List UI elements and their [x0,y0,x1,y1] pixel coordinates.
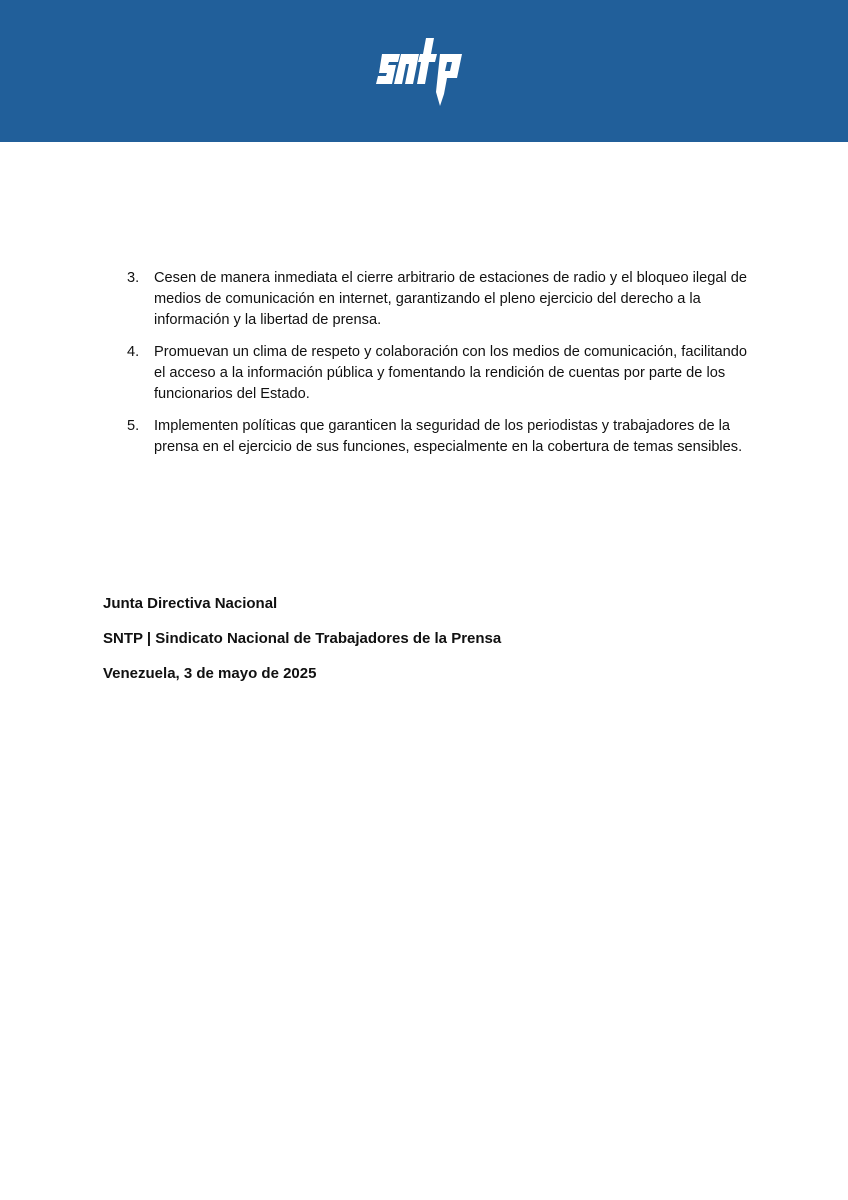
demands-list [126,268,756,469]
list-item-text: Cesen de manera inmediata el cierre arbitrario de estaciones de radio y el bloqueo ilegal de medios de comunicación en internet, garantizando el pleno ejercicio del derecho a la información y la libertad de prensa. [154,270,748,328]
signature-place-date: Venezuela, 3 de mayo de 2025 [103,665,317,682]
list-item-text: Implementen políticas que garanticen la seguridad de los periodistas y trabajadores de la prensa en el ejercicio de sus funciones, especialmente en la cobertura de temas sensibles. [154,418,743,455]
signature-board: Junta Directiva Nacional [103,595,278,612]
list-item [126,416,756,458]
list-item-number: 3. [127,270,140,286]
signature-block [103,593,743,698]
sntp-logo-icon [374,34,470,108]
list-item-number: 5. [127,418,140,434]
list-item-number: 4. [127,344,140,360]
header-band [0,0,848,142]
list-item [126,342,756,405]
list-item [126,268,756,331]
list-item-text: Promuevan un clima de respeto y colaboración con los medios de comunicación, facilitando el acceso a la información pública y fomentando la rendición de cuentas por parte de los funcionarios del Estado. [154,344,747,402]
signature-organization: SNTP | Sindicato Nacional de Trabajadores de la Prensa [103,630,502,647]
